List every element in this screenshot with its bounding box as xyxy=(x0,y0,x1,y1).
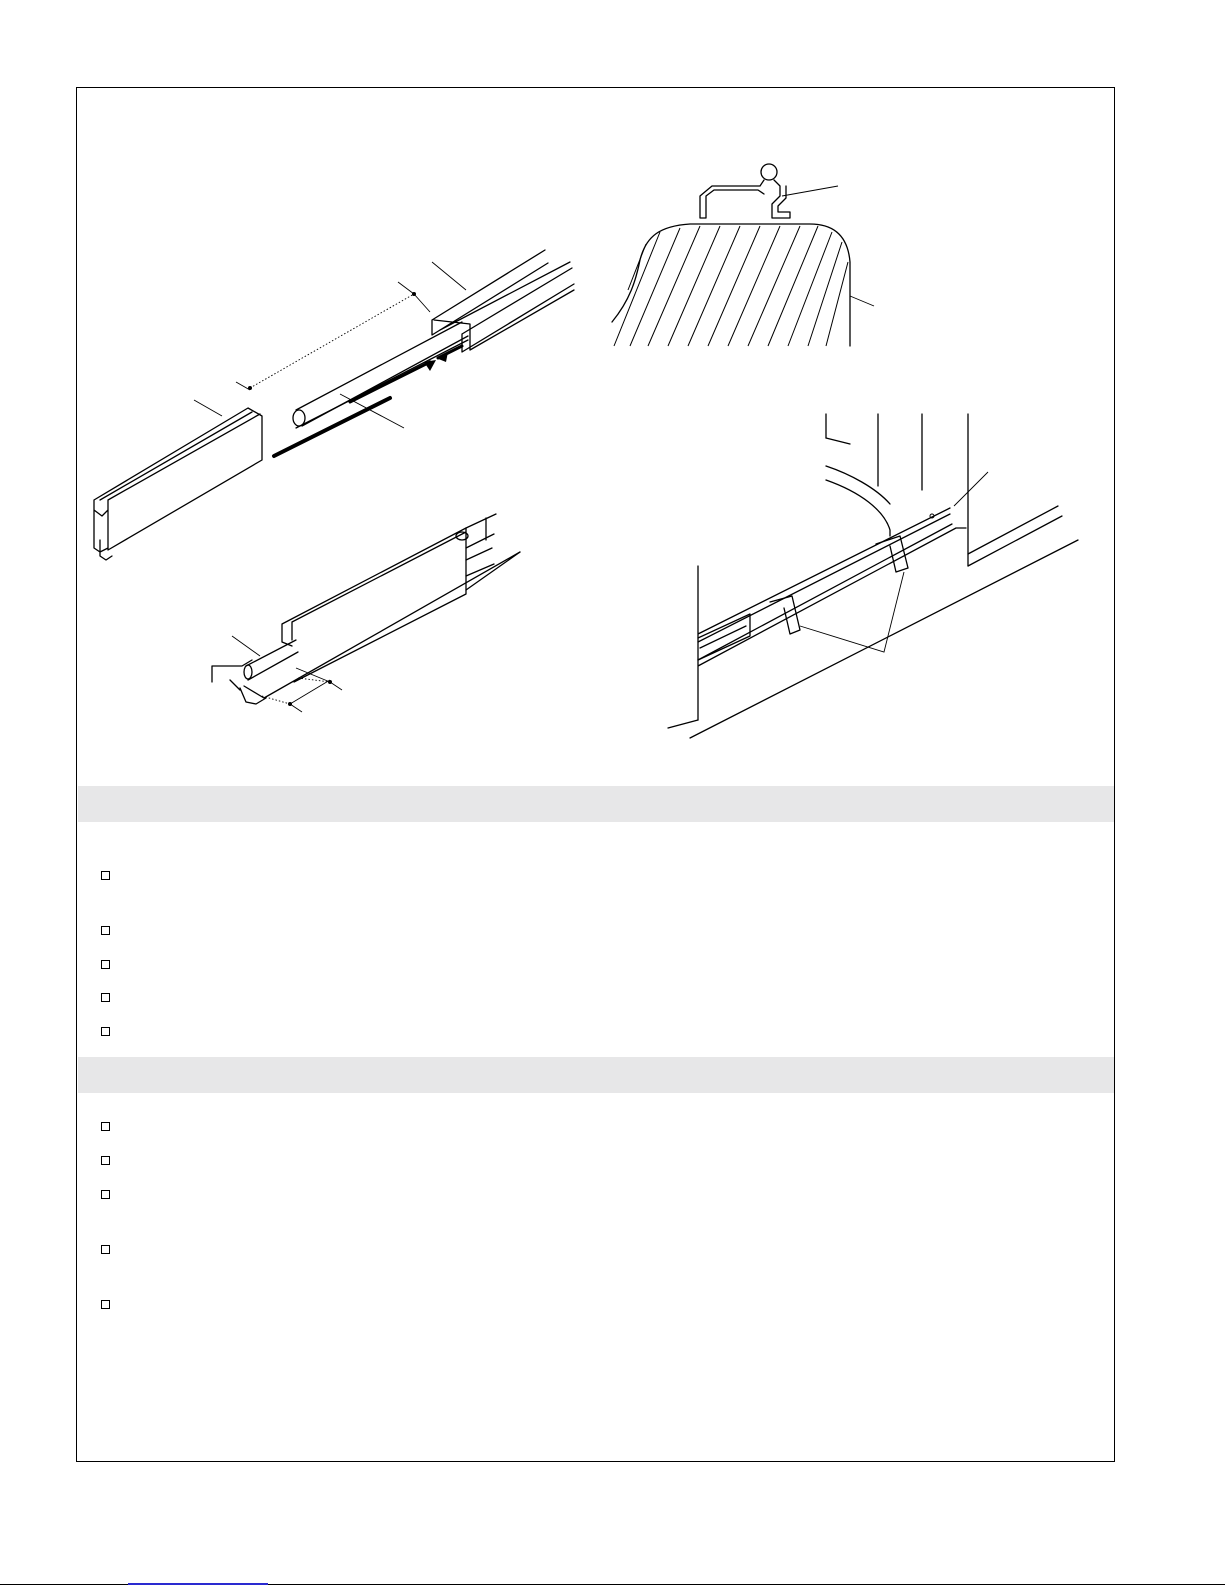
checklist-item xyxy=(101,1297,120,1311)
checklist-item xyxy=(101,957,120,971)
checkbox-icon[interactable] xyxy=(101,1156,110,1165)
checklist-item xyxy=(101,868,120,882)
checklist-item xyxy=(101,923,120,937)
checkbox-icon[interactable] xyxy=(101,1300,110,1309)
checkbox-icon[interactable] xyxy=(101,926,110,935)
checklist-item xyxy=(101,1153,120,1167)
checklist-item xyxy=(101,1119,120,1133)
checklist-item xyxy=(101,1242,120,1256)
checkbox-icon[interactable] xyxy=(101,871,110,880)
checkbox-icon[interactable] xyxy=(101,1122,110,1131)
checklist-item xyxy=(101,1187,120,1201)
section-header-band-2 xyxy=(78,1057,1114,1093)
checklist-item xyxy=(101,1024,120,1038)
checkbox-icon[interactable] xyxy=(101,1027,110,1036)
checkbox-icon[interactable] xyxy=(101,960,110,969)
section-header-band-1 xyxy=(78,786,1114,822)
channel-taped-corner-figure xyxy=(0,0,1100,760)
checkbox-icon[interactable] xyxy=(101,993,110,1002)
checklist-item xyxy=(101,990,120,1004)
checkbox-icon[interactable] xyxy=(101,1245,110,1254)
checkbox-icon[interactable] xyxy=(101,1190,110,1199)
